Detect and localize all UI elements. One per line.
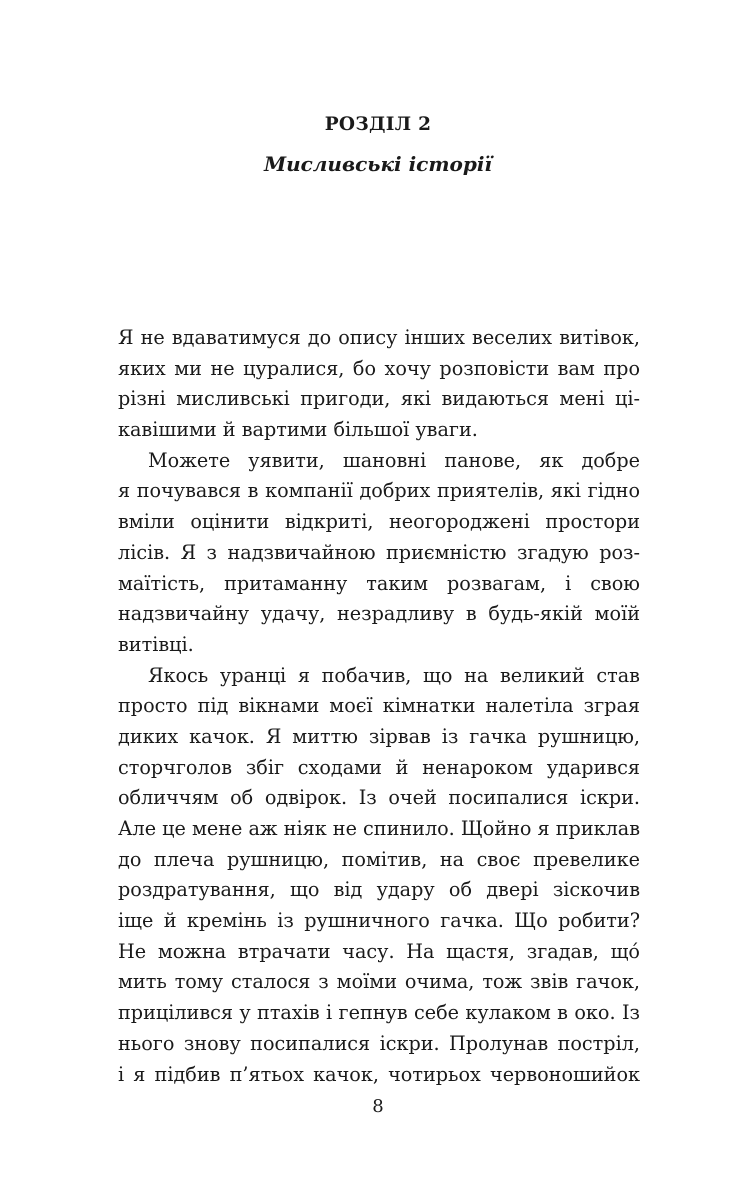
text-line: диких качок. Я миттю зірвав із гачка рушницю, <box>118 724 640 748</box>
text-line: витівці. <box>118 632 194 656</box>
text-line: прицілився у птахів і гепнув себе кулаком в око. Із <box>118 1001 640 1025</box>
text-line: Але це мене аж ніяк не спинило. Щойно я приклав <box>118 817 641 840</box>
text-line: маїтість, притаманну таким розвагам, і свою <box>118 571 640 595</box>
text-line: іще й кремінь із рушничного гачка. Що робити? <box>118 909 640 933</box>
page-number: 8 <box>372 1096 384 1117</box>
paragraph <box>118 661 640 1091</box>
text-line: і я підбив п’ятьох качок, чотирьох червоношийок <box>118 1062 640 1086</box>
text-line: сторчголов збіг сходами й ненароком ударився <box>118 755 640 779</box>
text-line: кавішими й вартими більшої уваги. <box>118 418 478 442</box>
text-line: просто під вікнами моєї кімнатки налетіла зграя <box>118 694 640 718</box>
text-line: я почувався в компанії добрих приятелів, які гідно <box>118 479 640 503</box>
text-line: нього знову посипалися іскри. Пролунав постріл, <box>118 1031 640 1055</box>
text-line: Я не вдаватимуся до опису інших веселих витівок, <box>118 326 640 349</box>
text-line: вміли оцінити відкриті, неогороджені простори <box>118 510 640 534</box>
body-text <box>118 323 640 1090</box>
text-line: до плеча рушницю, помітив, на своє превелике <box>118 847 640 871</box>
text-line: мить тому сталося з моїми очима, тож звів гачок, <box>118 970 640 994</box>
text-line: обличчям об одвірок. Із очей посипалися іскри. <box>118 786 640 810</box>
chapter-title: РОЗДІЛ 2 <box>324 114 432 135</box>
text-line: Можете уявити, шановні панове, як добре <box>148 448 640 472</box>
text-line: Якось уранці я побачив, що на великий став <box>148 663 640 687</box>
text-line: Не можна втрачати часу. На щастя, згадав, що́ <box>118 939 640 963</box>
text-line: лісів. Я з надзвичайною приємністю згадую роз- <box>118 540 640 564</box>
text-line: надзвичайну удачу, незрадливу в будь-якій моїй <box>118 602 640 626</box>
paragraph <box>118 323 640 446</box>
chapter-subtitle: Мисливські історії <box>263 152 493 176</box>
text-line: яких ми не цуралися, бо хочу розповісти вам про <box>118 356 640 380</box>
text-line: різні мисливські пригоди, які видаються мені ці- <box>118 387 640 411</box>
paragraph <box>118 446 640 661</box>
text-line: роздратування, що від удару об двері зіскочив <box>118 878 640 902</box>
